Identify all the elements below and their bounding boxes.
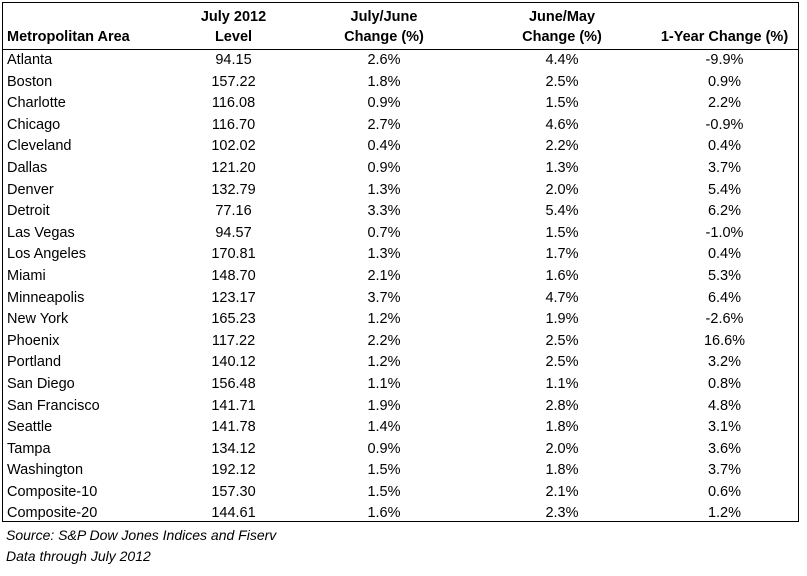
cell-level: 165.23 (211, 311, 256, 328)
column-header-july-june-change (295, 3, 473, 50)
table-row (3, 136, 798, 158)
cell-metropolitan-area: Dallas (7, 159, 48, 176)
cell-one-year-change: 4.8% (707, 397, 742, 414)
cell-july-june-change: 1.5% (367, 483, 401, 500)
cell-one-year-change: 6.4% (707, 289, 742, 306)
cell-level: 77.16 (215, 203, 252, 220)
cell-june-may-change: 4.4% (545, 52, 579, 68)
cell-july-june-change: 2.7% (367, 116, 401, 133)
table-row (3, 158, 798, 180)
column-header-line1: June/May (528, 9, 596, 25)
cell-metropolitan-area: Portland (7, 354, 62, 371)
cell-one-year-change: 3.7% (707, 159, 742, 176)
cell-level: 123.17 (211, 289, 256, 306)
cell-june-may-change: 2.1% (545, 483, 579, 500)
cell-june-may-change: 1.7% (545, 246, 579, 263)
table-row (3, 288, 798, 310)
cell-july-june-change: 1.2% (367, 354, 401, 371)
column-header-one-year-change (651, 3, 798, 50)
footnotes (6, 525, 276, 567)
cell-one-year-change: -9.9% (705, 52, 744, 68)
cell-one-year-change: 0.9% (707, 73, 742, 90)
column-header-line2: 1-Year Change (%) (660, 29, 789, 45)
table-row (3, 417, 798, 439)
cell-metropolitan-area: Composite-10 (7, 483, 98, 500)
cell-metropolitan-area: Miami (7, 267, 46, 284)
cell-july-june-change: 1.5% (367, 462, 401, 479)
cell-july-june-change: 0.9% (367, 440, 401, 457)
cell-june-may-change: 1.9% (545, 311, 579, 328)
cell-july-june-change: 1.3% (367, 246, 401, 263)
cell-level: 157.30 (211, 483, 256, 500)
cell-metropolitan-area: Minneapolis (7, 289, 85, 306)
column-header-line1: July/June (350, 9, 418, 25)
cell-one-year-change: 3.7% (707, 462, 742, 479)
table-row (3, 503, 798, 525)
column-header-june-may-change (473, 3, 651, 50)
cell-metropolitan-area: Cleveland (7, 138, 72, 155)
cell-level: 116.70 (211, 116, 256, 133)
table-header (3, 3, 798, 50)
cell-one-year-change: 1.2% (707, 505, 742, 522)
cell-june-may-change: 2.0% (545, 181, 579, 198)
cell-level: 117.22 (211, 332, 256, 349)
table-row (3, 180, 798, 202)
cell-metropolitan-area: Tampa (7, 440, 51, 457)
cell-metropolitan-area: Atlanta (7, 52, 53, 68)
cell-july-june-change: 1.6% (367, 505, 401, 522)
cell-july-june-change: 0.4% (367, 138, 401, 155)
data-table-frame (2, 2, 799, 522)
cell-one-year-change: 5.3% (707, 267, 742, 284)
cell-metropolitan-area: Chicago (7, 116, 61, 133)
cell-june-may-change: 2.2% (545, 138, 579, 155)
cell-level: 116.08 (211, 95, 256, 112)
cell-one-year-change: 0.8% (707, 375, 742, 392)
cell-level: 94.15 (215, 52, 252, 68)
cell-metropolitan-area: Denver (7, 181, 54, 198)
table-row (3, 50, 798, 72)
column-header-line2: Level (214, 29, 253, 45)
table-row (3, 223, 798, 245)
cell-level: 144.61 (211, 505, 256, 522)
cell-level: 140.12 (211, 354, 256, 371)
cell-one-year-change: -2.6% (705, 311, 744, 328)
cell-metropolitan-area: Las Vegas (7, 224, 75, 241)
cell-level: 94.57 (215, 224, 252, 241)
cell-july-june-change: 2.2% (367, 332, 401, 349)
table-row (3, 439, 798, 461)
cell-level: 156.48 (211, 375, 256, 392)
cell-june-may-change: 2.8% (545, 397, 579, 414)
table-row (3, 396, 798, 418)
cell-metropolitan-area: San Francisco (7, 397, 100, 414)
cell-july-june-change: 1.8% (367, 73, 401, 90)
header-row (3, 3, 798, 50)
cell-july-june-change: 3.7% (367, 289, 401, 306)
cell-june-may-change: 1.5% (545, 95, 579, 112)
cell-level: 170.81 (211, 246, 256, 263)
cell-level: 102.02 (211, 138, 256, 155)
cell-june-may-change: 1.6% (545, 267, 579, 284)
cell-july-june-change: 1.9% (367, 397, 401, 414)
cell-july-june-change: 3.3% (367, 203, 401, 220)
cell-one-year-change: 3.1% (707, 419, 742, 436)
cell-one-year-change: 5.4% (707, 181, 742, 198)
cell-june-may-change: 4.7% (545, 289, 579, 306)
cell-metropolitan-area: Washington (7, 462, 84, 479)
table-row (3, 93, 798, 115)
cell-one-year-change: 0.4% (707, 138, 742, 155)
cell-june-may-change: 1.8% (545, 419, 579, 436)
cell-one-year-change: -1.0% (705, 224, 744, 241)
table-row (3, 482, 798, 504)
cell-one-year-change: 3.6% (707, 440, 742, 457)
cell-metropolitan-area: Boston (7, 73, 53, 90)
cell-june-may-change: 2.3% (545, 505, 579, 522)
cell-level: 141.71 (211, 397, 256, 414)
cell-one-year-change: 0.6% (707, 483, 742, 500)
cell-metropolitan-area: Los Angeles (7, 246, 87, 263)
cell-one-year-change: 0.4% (707, 246, 742, 263)
column-header-metropolitan-area (3, 3, 172, 50)
cell-level: 192.12 (211, 462, 256, 479)
cell-july-june-change: 0.9% (367, 95, 401, 112)
table-row (3, 115, 798, 137)
column-header-line2: Metropolitan Area (7, 29, 130, 45)
table-body (3, 50, 798, 526)
cell-june-may-change: 2.5% (545, 73, 579, 90)
table-row (3, 331, 798, 353)
cell-july-june-change: 2.6% (367, 52, 401, 68)
cell-level: 148.70 (211, 267, 256, 284)
table-row (3, 266, 798, 288)
cell-one-year-change: 16.6% (703, 332, 746, 349)
cell-june-may-change: 2.0% (545, 440, 579, 457)
cell-metropolitan-area: New York (7, 311, 69, 328)
cell-july-june-change: 1.1% (367, 375, 401, 392)
cell-july-june-change: 2.1% (367, 267, 401, 284)
cell-metropolitan-area: Phoenix (7, 332, 60, 349)
column-header-line2: Change (%) (344, 29, 424, 45)
table-row (3, 460, 798, 482)
cell-june-may-change: 2.5% (545, 332, 579, 349)
table-row (3, 374, 798, 396)
cell-level: 134.12 (211, 440, 256, 457)
table-row (3, 72, 798, 94)
cell-july-june-change: 1.2% (367, 311, 401, 328)
column-header-level (172, 3, 295, 50)
data-table (3, 3, 798, 525)
cell-level: 132.79 (211, 181, 256, 198)
cell-metropolitan-area: Composite-20 (7, 505, 98, 522)
cell-july-june-change: 0.9% (367, 159, 401, 176)
source-note: Source: S&P Dow Jones Indices and Fiserv (6, 527, 277, 543)
cell-june-may-change: 1.5% (545, 224, 579, 241)
cell-july-june-change: 0.7% (367, 224, 401, 241)
cell-june-may-change: 1.8% (545, 462, 579, 479)
cell-june-may-change: 1.3% (545, 159, 579, 176)
table-row (3, 201, 798, 223)
table-row (3, 244, 798, 266)
table-row (3, 309, 798, 331)
cell-one-year-change: 6.2% (707, 203, 742, 220)
cell-metropolitan-area: Detroit (7, 203, 50, 220)
cell-june-may-change: 5.4% (545, 203, 579, 220)
cell-metropolitan-area: Charlotte (7, 95, 66, 112)
column-header-line1: July 2012 (200, 9, 267, 25)
cell-july-june-change: 1.3% (367, 181, 401, 198)
cell-june-may-change: 1.1% (545, 375, 579, 392)
cell-level: 157.22 (211, 73, 256, 90)
data-through-note: Data through July 2012 (6, 548, 151, 564)
cell-metropolitan-area: San Diego (7, 375, 75, 392)
cell-one-year-change: -0.9% (705, 116, 744, 133)
cell-june-may-change: 4.6% (545, 116, 579, 133)
cell-level: 141.78 (211, 419, 256, 436)
cell-one-year-change: 2.2% (707, 95, 742, 112)
cell-level: 121.20 (211, 159, 256, 176)
table-row (3, 352, 798, 374)
cell-one-year-change: 3.2% (707, 354, 742, 371)
cell-july-june-change: 1.4% (367, 419, 401, 436)
cell-metropolitan-area: Seattle (7, 419, 53, 436)
cell-june-may-change: 2.5% (545, 354, 579, 371)
column-header-line2: Change (%) (522, 29, 602, 45)
